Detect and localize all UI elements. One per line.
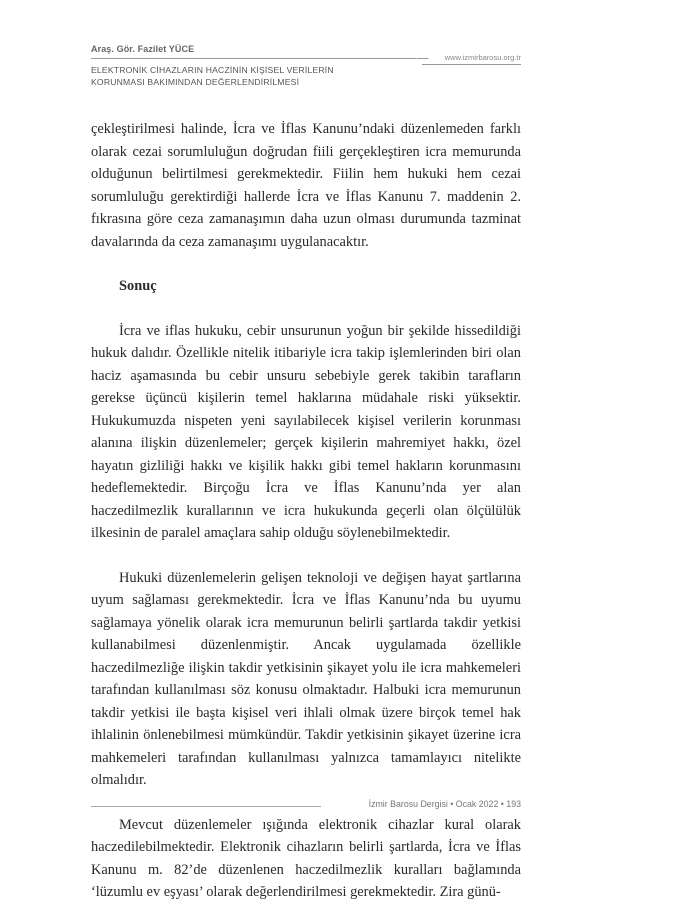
- paragraph: Mevcut düzenlemeler ışığında elektronik cihazlar kural olarak haczedilebilmektedir. Elektronik cihazların belirli şartlarda, İcra ve İflas Kanunu m. 82’de düzenlenen haczedilmezlik kuralları bağlamında ‘lüzumlu ev eşyası’ olarak değerlendirilmesi gerekmektedir. Zira günü-: [91, 816, 521, 900]
- page-footer: [91, 796, 521, 816]
- running-title-line-2: KORUNMASI BAKIMINDAN DEĞERLENDİRİLMESİ: [91, 77, 300, 87]
- page-body: [91, 118, 521, 904]
- running-title: [91, 64, 334, 88]
- running-title-line-1: ELEKTRONİK CİHAZLARIN HACZİNİN KİŞİSEL VERİLERİN: [91, 65, 334, 75]
- footer-text: İzmir Barosu Dergisi • Ocak 2022 • 193: [368, 799, 521, 809]
- paragraph: İcra ve iflas hukuku, cebir unsurunun yoğun bir şekilde hissedildiği hukuk dalıdır. Özellikle nitelik itibariyle icra takip işlemlerinden biri olan haciz aşamasında bu cebir unsuru sebebiyle gerek takibin tarafların gerekse üçüncü kişilerin temel haklarına müdahale riski yüksektir. Hukukumuzda nispeten yeni sayılabilecek kişisel verilerin korunması alanına ilişkin düzenlemeler; gerçek kişilerin mahremiyet hakkı, özel hayatın gizliliği hakkı ve kişilik hakkı gibi temel hakların korunmasını hedeflemektedir. Birçoğu İcra ve İflas Kanunu’nda yer alan haczedilmezlik kurallarının ve icra hukukunda geçerli olan ölçülülük ilkesinin de paralel amaçlara sahip olduğu söylenebilmektedir.: [91, 322, 521, 541]
- page-header: [91, 44, 521, 94]
- section-heading: Sonuç: [119, 278, 157, 294]
- paragraph: Hukuki düzenlemelerin gelişen teknoloji ve değişen hayat şartlarına uyum sağlaması gerekmektedir. İcra ve İflas Kanunu’nda bu uyumu sağlamaya yönelik olarak icra memurunun belirli şartlarda takdir yetkisi kullanabilmesi düzenlenmiştir. Ancak uygulamada özellikle haczedilmezliğe ilişkin takdir yetkisinin şikayet yolu ile icra mahkemeleri tarafından kullanılması söz konusu olmaktadır. Halbuki icra memurunun takdir yetkisi ile başta kişisel veri ihlali olmak üzere birçok temel hak ihlalinin önlenebilmesi mümkündür. Takdir yetkisinin şikayet üzerine icra mahkemeleri tarafından kullanılması yalnızca tamamlayıcı nitelikte olmalıdır.: [91, 569, 521, 788]
- paragraph-continued: çekleştirilmesi halinde, İcra ve İflas Kanunu’ndaki düzenlemeden farklı olarak cezai sorumluluğun doğrudan fiili gerçekleştiren icra memurunda olduğunun belirtilmesi gerekmektedir. Fiilin hem hukuki hem cezai sorumluluğu gerektirdiği hallerde İcra ve İflas Kanunu 7. maddenin 2. fıkrasına göre ceza zamanaşımın daha uzun olması durumunda tazminat davalarında da ceza zamanaşımı uygulanacaktır.: [91, 121, 521, 250]
- footer-rule: [91, 806, 321, 807]
- author-name: Araş. Gör. Fazilet YÜCE: [91, 44, 195, 54]
- website-url: www.izmirbarosu.org.tr: [444, 53, 521, 62]
